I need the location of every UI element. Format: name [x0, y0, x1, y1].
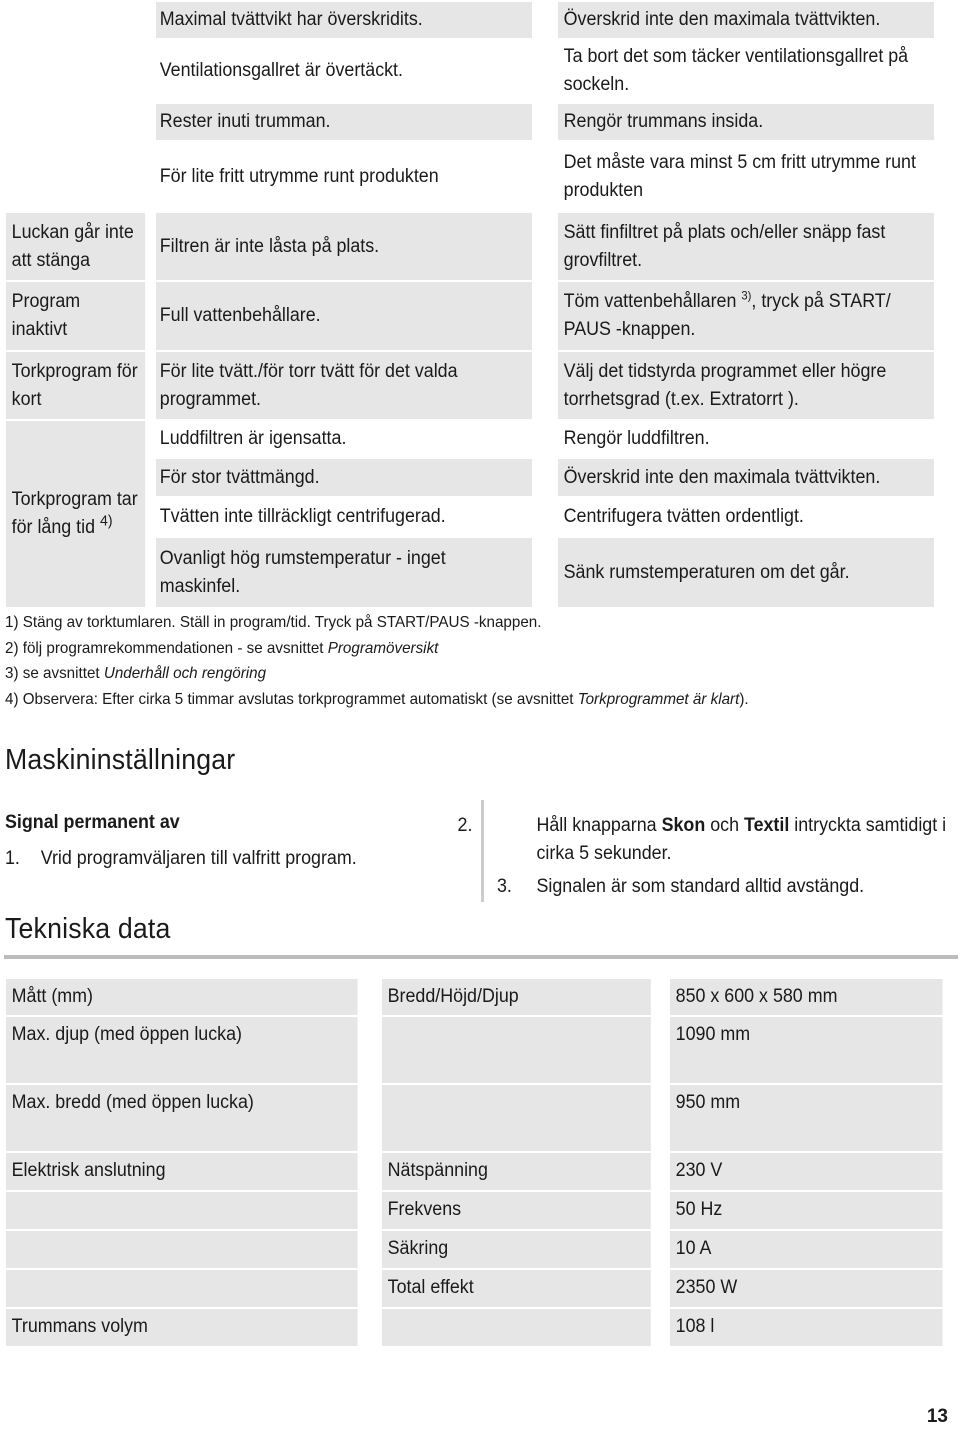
- remedy-text: , tryck på START/ PAUS -knappen.: [563, 291, 891, 340]
- table-row: [6, 40, 958, 102]
- footnote-4: 4) Observera: Efter cirka 5 timmar avslutas torkprogrammet automatiskt (se avsnittet Torkprogrammet är klart).: [5, 690, 749, 708]
- step-1: [5, 845, 357, 873]
- tech-value: 950 mm: [670, 1085, 943, 1151]
- step-number: 2.: [457, 815, 473, 836]
- symptom-cell: Luckan går inte att stänga: [6, 213, 145, 280]
- tech-label: [6, 1231, 358, 1268]
- remedy-cell: Sätt finfiltret på plats och/eller snäpp fast grovfiltret.: [558, 213, 934, 280]
- table-row: [6, 1153, 960, 1190]
- table-row: [6, 352, 958, 419]
- table-row: [6, 1270, 960, 1307]
- footnote-3: 3) se avsnittet Underhåll och rengöring: [5, 665, 267, 682]
- table-row: [6, 421, 958, 457]
- footnotes: [5, 610, 898, 712]
- tech-label: Elektrisk anslutning: [6, 1153, 358, 1190]
- footnote-1: 1) Stäng av torktumlaren. Ställ in program/tid. Tryck på START/PAUS -knappen.: [5, 614, 542, 631]
- remedy-cell: Rengör luddfiltren.: [558, 421, 934, 457]
- page-number: 13: [926, 1406, 948, 1427]
- cause-cell: För lite fritt utrymme runt produkten: [156, 142, 532, 211]
- section-divider: [4, 955, 958, 959]
- table-row: [6, 142, 958, 211]
- symptom-text: Torkprogram tar för lång tid: [11, 489, 138, 538]
- tech-value: 850 x 600 x 580 mm: [670, 979, 943, 1015]
- signal-off-subheading: Signal permanent av: [5, 812, 180, 833]
- tech-value: 108 l: [670, 1309, 943, 1346]
- step-2: 2. Håll knapparna Skon och Textil intryckta samtidigt i cirka 5 sekunder.: [497, 812, 958, 868]
- tech-label: [6, 1270, 358, 1307]
- remedy-cell: Rengör trummans insida.: [558, 104, 934, 140]
- tech-value: 230 V: [670, 1153, 943, 1190]
- table-row: [6, 1309, 960, 1346]
- tech-sublabel: Frekvens: [382, 1192, 651, 1229]
- remedy-cell: Det måste vara minst 5 cm fritt utrymme runt produkten: [558, 142, 934, 211]
- troubleshooting-table: [4, 0, 958, 609]
- cause-cell: För stor tvättmängd.: [156, 459, 532, 496]
- cause-cell: Luddfiltren är igensatta.: [156, 421, 532, 457]
- cause-cell: Maximal tvättvikt har överskridits.: [156, 2, 532, 38]
- tech-value: 1090 mm: [670, 1017, 943, 1083]
- step-3: [497, 873, 864, 901]
- tech-value: 50 Hz: [670, 1192, 943, 1229]
- step-number: 3.: [497, 876, 512, 897]
- table-row: [6, 1085, 960, 1151]
- table-row: [6, 104, 958, 140]
- cause-cell: Filtren är inte låsta på plats.: [156, 213, 532, 280]
- table-row: [6, 1192, 960, 1229]
- table-row: [6, 538, 958, 607]
- footnote-ref: 4): [100, 512, 113, 530]
- remedy-cell: Ta bort det som täcker ventilationsgallret på sockeln.: [558, 40, 934, 102]
- symptom-cell: [6, 421, 145, 607]
- tech-sublabel: Bredd/Höjd/Djup: [382, 979, 651, 1015]
- table-row: [6, 498, 958, 536]
- tech-label: [6, 1192, 358, 1229]
- remedy-cell: Överskrid inte den maximala tvättvikten.: [558, 459, 934, 496]
- cause-cell: För lite tvätt./för torr tvätt för det valda programmet.: [156, 352, 532, 419]
- tech-label: Max. djup (med öppen lucka): [6, 1017, 358, 1083]
- table-row: [6, 979, 960, 1015]
- tech-sublabel: [382, 1017, 651, 1083]
- table-row: [6, 459, 958, 496]
- tech-label: Trummans volym: [6, 1309, 358, 1346]
- tech-label: Mått (mm): [6, 979, 358, 1015]
- symptom-cell: Program inaktivt: [6, 282, 145, 350]
- tech-sublabel: [382, 1085, 651, 1151]
- column-divider: [481, 800, 484, 902]
- remedy-cell: [558, 282, 934, 350]
- tech-value: 2350 W: [670, 1270, 943, 1307]
- remedy-cell: Välj det tidstyrda programmet eller högre torrhetsgrad (t.ex. Extratorrt ).: [558, 352, 934, 419]
- table-row: [6, 213, 958, 280]
- tech-sublabel: Säkring: [382, 1231, 651, 1268]
- step-text: Vrid programväljaren till valfritt program.: [40, 848, 357, 869]
- remedy-cell: Överskrid inte den maximala tvättvikten.: [558, 2, 934, 38]
- cause-cell: Full vattenbehållare.: [156, 282, 532, 350]
- table-row: [6, 1231, 960, 1268]
- tech-label: Max. bredd (med öppen lucka): [6, 1085, 358, 1151]
- cause-cell: Rester inuti trumman.: [156, 104, 532, 140]
- cause-cell: Ventilationsgallret är övertäckt.: [156, 40, 532, 102]
- cause-cell: Tvätten inte tillräckligt centrifugerad.: [156, 498, 532, 536]
- symptom-cell: Torkprogram för kort: [6, 352, 145, 419]
- remedy-text: Töm vattenbehållaren: [563, 291, 742, 312]
- step-number: 1.: [5, 848, 20, 869]
- tech-sublabel: [382, 1309, 651, 1346]
- footnote-2: 2) följ programrekommendationen - se avsnittet Programöversikt: [5, 639, 439, 657]
- tech-sublabel: Nätspänning: [382, 1153, 651, 1190]
- table-row: [6, 1017, 960, 1083]
- table-row: [6, 282, 958, 350]
- step-text: Signalen är som standard alltid avstängd.: [536, 876, 865, 897]
- tech-value: 10 A: [670, 1231, 943, 1268]
- symptom-cell-empty: [6, 2, 145, 211]
- remedy-cell: Centrifugera tvätten ordentligt.: [558, 498, 934, 536]
- table-row: [6, 2, 958, 38]
- cause-cell: Ovanligt hög rumstemperatur - inget maskinfel.: [156, 538, 532, 607]
- remedy-cell: Sänk rumstemperaturen om det går.: [558, 538, 934, 607]
- tech-data-heading: Tekniska data: [5, 913, 171, 945]
- tech-sublabel: Total effekt: [382, 1270, 651, 1307]
- tech-data-table: [4, 977, 958, 1348]
- footnote-ref: 3): [741, 288, 752, 303]
- machine-settings-heading: Maskininställningar: [5, 744, 236, 776]
